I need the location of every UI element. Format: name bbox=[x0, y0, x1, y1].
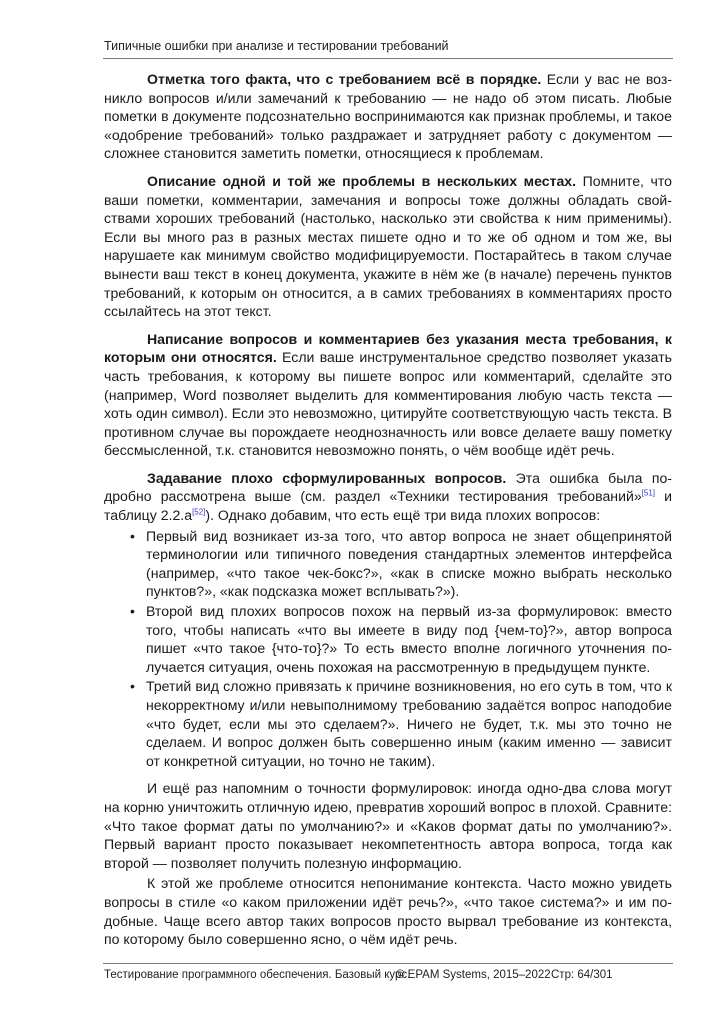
reference-link-51[interactable]: [51] bbox=[641, 488, 656, 498]
footer-divider bbox=[103, 963, 673, 964]
paragraph-heading: Описание одной и той же проблемы в нескольких местах. bbox=[147, 172, 577, 189]
paragraph-wording-precision: И ещё раз напомним о точности формулировок: иногда одно-два слова могут на корню уничтожить отличную идею, превратив хороший вопрос в плохой. Сравните: «Что такое формат даты по умолчанию?» и «Каков формат даты по умолчанию?». Первый вариант просто показывает некомпетентность автора вопроса, тогда как второй — позволяет получить полезную информацию. bbox=[104, 780, 672, 871]
footer-book-title: Тестирование программного обеспечения. Базовый курс. bbox=[104, 969, 411, 981]
paragraph-text: Эта ошибка была подробно рассмотрена выше (см. раздел «Техники тестирования требований» bbox=[104, 469, 672, 505]
footer-copyright: © EPAM Systems, 2015–2022 bbox=[396, 969, 551, 981]
paragraph-heading: Отметка того факта, что с требованием всё в порядке. bbox=[147, 71, 542, 87]
bullet-icon: • bbox=[130, 603, 135, 620]
paragraph-text: ). Однако добавим, что есть ещё три вида плохих вопросов: bbox=[205, 507, 601, 524]
list-item-text: Второй вид плохих вопросов похож на первый из-за формулировок: вместо того, чтобы написать «что вы имеете в виду под {чем-то}?», автор вопроса пишет «что такое {что-то}?» То есть вместо вполне логичного уточнения получается ситуация, очень похожая на рассмотренную в предыдущем пункте. bbox=[146, 603, 672, 675]
list-item bbox=[104, 677, 672, 770]
paragraph-bad-questions bbox=[104, 469, 672, 525]
list-item-text: Первый вид возникает из-за того, что автор вопроса не знает общепринятой терминологии или типичного поведения стандартных элементов интерфейса (например, «что такое чек-бокс?», «как в списке можно выбрать несколько пунктов?», «как подсказка может всплывать?»). bbox=[146, 527, 672, 600]
paragraph-text: Если у вас не возникло вопросов и/или замечаний к требованию — не надо об этом писать. Любые пометки в документе подсознательно воспринимаются как признак проблемы, и такое «одобрение требований» только раздражает и затрудняет работу с документом — сложнее становится заметить пометки, относящиеся к проблемам. bbox=[104, 71, 672, 162]
bad-questions-list bbox=[104, 527, 672, 771]
paragraph-text: Помните, что ваши пометки, комментарии, замечания и вопросы тоже должны обладать свойствами хороших требований (настолько, насколько эти свойства к ним применимы). Если вы много раз в разных местах пишете одно и то же об одном и том же, вы нарушаете как минимум свойство модифицируемости. Постарайтесь в таком случае вынести ваш текст в конец документа, укажите в нём же (в начале) перечень пунктов требований, к которым он относится, а в самих требованиях в комментариях просто ссылайтесь на этот текст. bbox=[104, 172, 672, 320]
bullet-icon: • bbox=[130, 527, 135, 544]
paragraph-no-location bbox=[104, 330, 672, 460]
bullet-icon: • bbox=[130, 678, 135, 695]
paragraph-text: и таблицу 2.2.a bbox=[104, 488, 672, 524]
paragraph-approval-marks bbox=[104, 70, 672, 163]
paragraph-heading: Задавание плохо сформулированных вопросов. bbox=[147, 469, 507, 486]
running-header: Типичные ошибки при анализе и тестировании требований bbox=[104, 39, 449, 53]
header-divider bbox=[103, 58, 673, 59]
reference-link-52[interactable]: [52] bbox=[192, 507, 206, 517]
paragraph-heading: Написание вопросов и комментариев без указания места требования, к которым они относятся. bbox=[104, 330, 672, 366]
list-item bbox=[104, 602, 672, 676]
paragraph-duplicate-issues bbox=[104, 172, 672, 321]
list-item-text: Третий вид сложно привязать к причине возникновения, но его суть в том, что к некорректному и/или невыполнимому требованию задаётся вопрос наподобие «что будет, если мы это сделаем?». Ничего не будет, т.к. мы это точно не сделаем. И вопрос должен быть совершенно иным (каким именно — зависит от конкретной ситуации, но точно не таким). bbox=[146, 678, 672, 769]
paragraph-context: К этой же проблеме относится непонимание контекста. Часто можно увидеть вопросы в стиле «о каком приложении идёт речь?», «что такое система?» и им подобные. Чаще всего автор таких вопросов просто вырвал требование из контекста, по которому было совершенно ясно, о чём идёт речь. bbox=[104, 875, 672, 948]
paragraph-text: Если ваше инструментальное средство позволяет указать часть требования, к которому вы пишете вопрос или комментарий, сделайте это (например, Word позволяет выделить для комментирования любую часть текста — хоть один символ). Если это невозможно, цитируйте соответствующую часть текста. В противном случае вы порождаете неоднозначность или вовсе делаете вашу пометку бессмысленной, т.к. становится невозможно понять, о чём вообще идёт речь. bbox=[104, 349, 672, 459]
list-item bbox=[104, 527, 672, 601]
footer-page-number: Стр: 64/301 bbox=[551, 969, 613, 981]
page-body bbox=[104, 70, 672, 958]
